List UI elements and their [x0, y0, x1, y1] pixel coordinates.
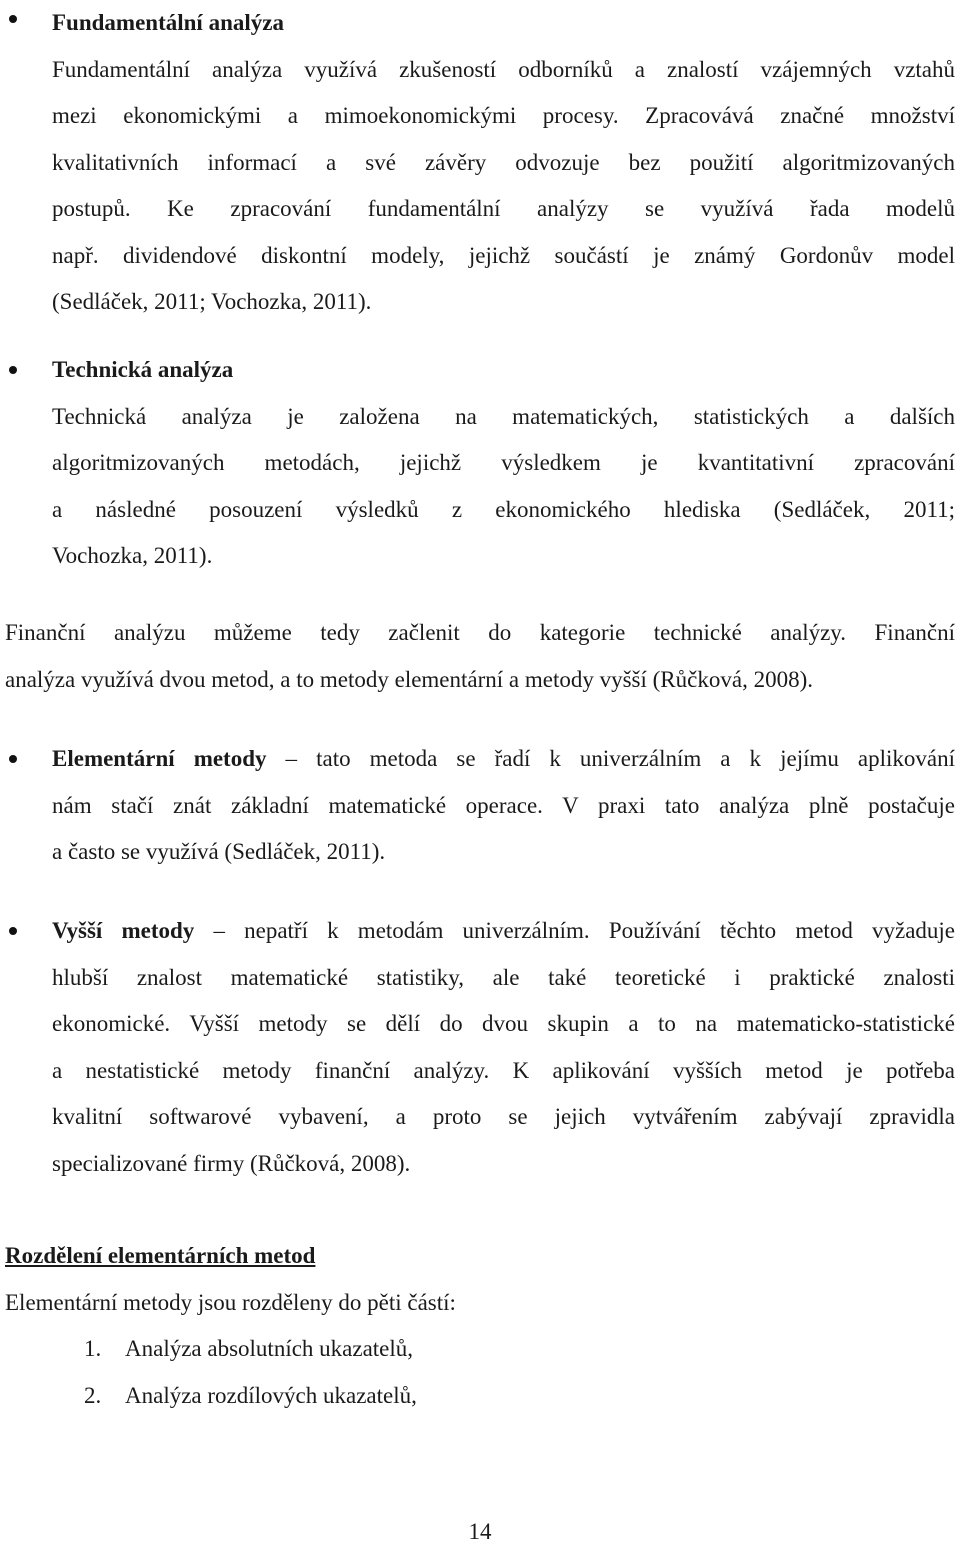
section-heading: Rozdělení elementárních metod	[5, 1243, 316, 1268]
list-item-number: 1.	[84, 1336, 102, 1361]
list-item-text: Analýza absolutních ukazatelů,	[125, 1336, 414, 1361]
ordered-list	[84, 1326, 417, 1419]
list-item	[84, 1326, 417, 1373]
paragraph-line: mezi ekonomickými a mimoekonomickými procesy. Zpracovává značné množství	[52, 103, 955, 128]
paragraph-line: postupů. Ke zpracování fundamentální analýzy se využívá řada modelů	[52, 196, 955, 221]
list-item-number: 2.	[84, 1382, 102, 1408]
paragraph-line: ekonomické. Vyšší metody se dělí do dvou skupin a to na matematicko-statistické	[52, 1011, 955, 1036]
term-description: – nepatří k metodám univerzálním. Používání těchto metod vyžaduje	[194, 918, 956, 943]
paragraph-line: např. dividendové diskontní modely, jejichž součástí je známý Gordonův model	[52, 242, 955, 268]
division-section	[5, 1233, 955, 1326]
term-title: Elementární metody	[52, 746, 267, 771]
paragraph-line: Fundamentální analýza využívá zkušeností odborníků a znalostí vzájemných vztahů	[52, 56, 955, 82]
paragraph-line: kvalitativních informací a své závěry odvozuje bez použití algoritmizovaných	[52, 149, 955, 175]
bullet-body	[52, 908, 955, 1187]
list-item-text: Analýza rozdílových ukazatelů,	[125, 1382, 417, 1408]
paragraph-line: Finanční analýzu můžeme tedy začlenit do kategorie technické analýzy. Finanční	[5, 620, 955, 645]
paragraph-line: (Sedláček, 2011; Vochozka, 2011).	[52, 289, 372, 314]
paragraph-line: Vochozka, 2011).	[52, 543, 213, 568]
paragraph-line: kvalitní softwarové vybavení, a proto se jejich vytvářením zabývají zpravidla	[52, 1104, 955, 1129]
section-title: Fundamentální analýza	[52, 10, 284, 35]
bullet-dot	[9, 15, 17, 23]
paragraph-line: specializované firmy (Růčková, 2008).	[52, 1150, 411, 1176]
term-description: – tato metoda se řadí k univerzálním a k jejímu aplikování	[266, 746, 956, 771]
paragraph-first-line	[52, 736, 955, 783]
paragraph-line: Technická analýza je založena na matematických, statistických a dalších	[52, 403, 955, 429]
paragraph-line: a následné posouzení výsledků z ekonomického hlediska (Sedláček, 2011;	[52, 496, 955, 522]
paragraph-line: a nestatistické metody finanční analýzy. K aplikování vyšších metod je potřeba	[52, 1057, 955, 1083]
paragraph-line: a často se využívá (Sedláček, 2011).	[52, 839, 386, 864]
paragraph-line: algoritmizovaných metodách, jejichž výsledkem je kvantitativní zpracování	[52, 450, 955, 475]
bullet-dot	[9, 755, 17, 763]
paragraph-line: hlubší znalost matematické statistiky, ale také teoretické i praktické znalosti	[52, 964, 955, 990]
page-number: 14	[468, 1519, 492, 1544]
paragraph-line: analýza využívá dvou metod, a to metody elementární a metody vyšší (Růčková, 2008).	[5, 666, 813, 692]
bullet-body	[52, 0, 955, 326]
section-title: Technická analýza	[52, 357, 234, 382]
bullet-body	[52, 347, 955, 580]
bullet-dot	[9, 927, 17, 935]
paragraph-first-line	[52, 908, 955, 955]
list-item	[84, 1373, 417, 1420]
term-title: Vyšší metody	[52, 918, 195, 943]
paragraph-line: nám stačí znát základní matematické operace. V praxi tato analýza plně postačuje	[52, 792, 955, 818]
intro-line: Elementární metody jsou rozděleny do pěti částí:	[5, 1289, 456, 1315]
bullet-dot	[9, 366, 17, 374]
bullet-body	[52, 736, 955, 876]
financial-analysis-paragraph	[5, 610, 955, 703]
